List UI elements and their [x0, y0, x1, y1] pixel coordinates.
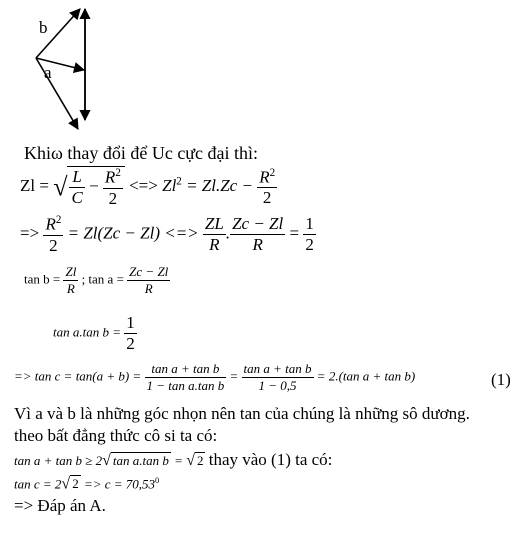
intro-text: Khiω thay đổi để Uc cực đại thì: [24, 143, 259, 163]
eq1-lhs: Zl = [20, 176, 49, 196]
equation-tag-1: (1) [491, 370, 511, 389]
label-b: b [39, 18, 48, 37]
equation-3: tan b = $\frac{Zl}{R}$ ; tan a = $\frac{Zc - Zl}{R}$ [24, 264, 169, 296]
lower-arrow [36, 58, 78, 129]
equation-6: tan a + tan b ≥ 2√ tan a.tan b = √ 2 thay vào (1) ta có: [14, 450, 333, 469]
equation-7: tan c = 2√ $2 => c = 70,53^0$ [14, 475, 160, 493]
equation-5: => tan c = tan(a + b) = $\frac{\text{tan a + tan b}}{\text{1 − tan a.tan b}}$ = $\frac{\text{tan a + tan b}}{1 - 0,5}$ = 2.(tan a + tan b) [14, 361, 416, 393]
equation-4: tan a.tan b = $\frac{1}{2}$ [53, 313, 135, 353]
equation-2: => $\frac{R^2}{2}$ = Zl(Zc − Zl) <=> $\frac{ZL}{R}$ . $\frac{Zc - Zl}{R}$ = $\frac{1}{2}$ [20, 214, 314, 255]
label-a: a [44, 63, 52, 82]
answer-text: => Đáp án A. [14, 496, 106, 515]
eq1-radical: $\frac{L}{C}$ − $\frac{R^2}{2}$ [67, 166, 124, 209]
text-line-2: theo bất đẳng thức cô si ta có: [14, 426, 218, 445]
text-line-1: Vì a và b là những góc nhọn nên tan của chúng là những sô dương. [14, 404, 470, 423]
vector-diagram [0, 0, 110, 140]
equation-1: Zl = √ $\frac{L}{C}$ − $\frac{R^2}{2}$ <=> Zl$^2$ = Zl.Zc − $\frac{R^2}{2}$ [20, 166, 276, 208]
